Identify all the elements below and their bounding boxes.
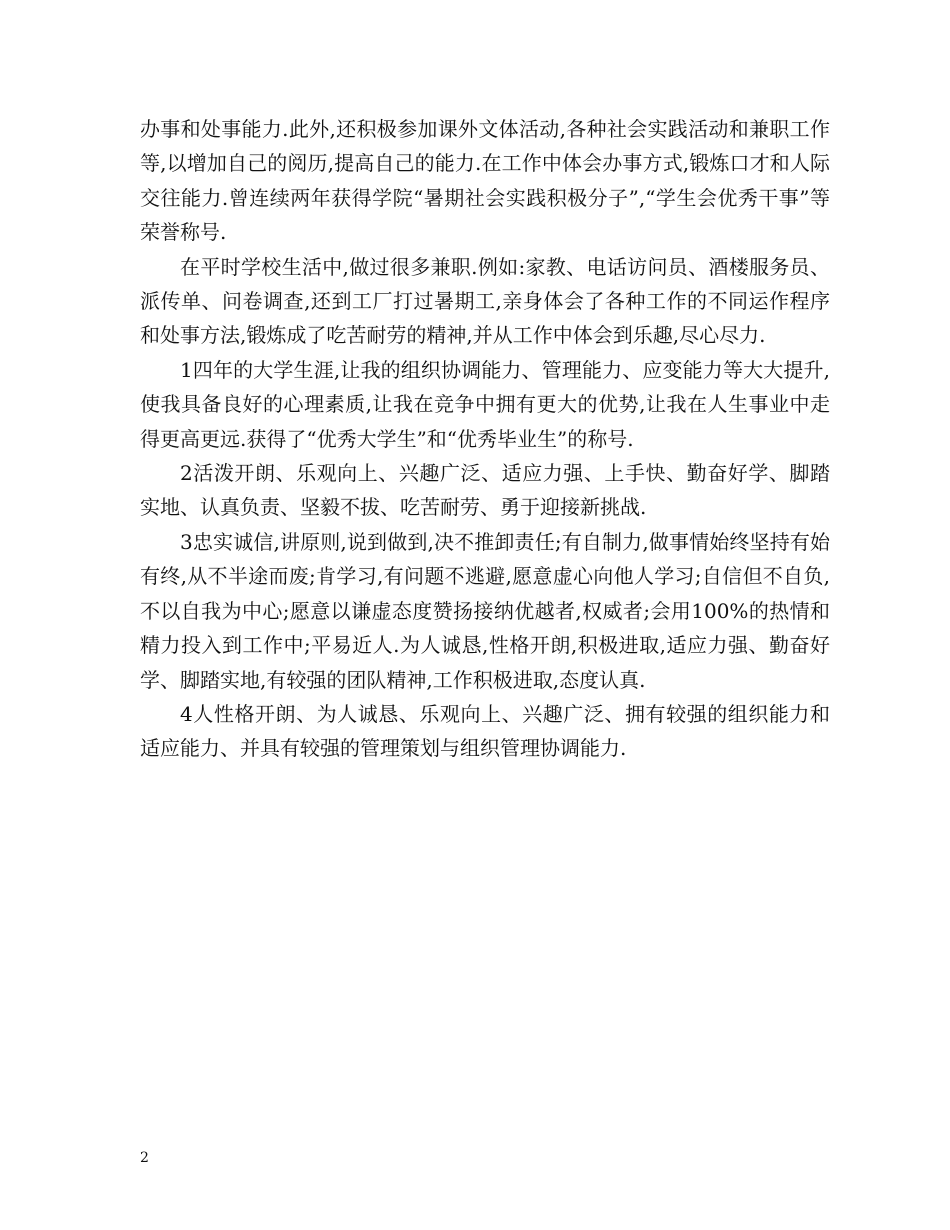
- paragraph-1: 办事和处事能力.此外,还积极参加课外文体活动,各种社会实践活动和兼职工作等,以增加自己的阅历,提高自己的能力.在工作中体会办事方式,锻炼口才和人际交往能力.曾连续两年获得学院“暑期社会实践积极分子”,“学生会优秀干事”等荣誉称号.: [140, 117, 830, 245]
- paragraph-2: 在平时学校生活中,做过很多兼职.例如:家教、电话访问员、酒楼服务员、派传单、问卷调查,还到工厂打过暑期工,亲身体会了各种工作的不同运作程序和处事方法,锻炼成了吃苦耐劳的精神,并从工作中体会到乐趣,尽心尽力.: [140, 254, 830, 348]
- paragraph-6: 4人性格开朗、为人诚恳、乐观向上、兴趣广泛、拥有较强的组织能力和适应能力、并具有较强的管理策划与组织管理协调能力.: [140, 701, 830, 761]
- paragraph-3: 1四年的大学生涯,让我的组织协调能力、管理能力、应变能力等大大提升,使我具备良好的心理素质,让我在竞争中拥有更大的优势,让我在人生事业中走得更高更远.获得了“优秀大学生”和“优秀毕业生”的称号.: [140, 357, 830, 451]
- paragraph-5: 3忠实诚信,讲原则,说到做到,决不推卸责任;有自制力,做事情始终坚持有始有终,从不半途而废;肯学习,有问题不逃避,愿意虚心向他人学习;自信但不自负,不以自我为中心;愿意以谦虚态度赞扬接纳优越者,权威者;会用100%的热情和精力投入到工作中;平易近人.为人诚恳,性格开朗,积极进取,适应力强、勤奋好学、脚踏实地,有较强的团队精神,工作积极进取,态度认真.: [140, 529, 830, 692]
- document-body: [140, 112, 830, 766]
- paragraph-4: 2活泼开朗、乐观向上、兴趣广泛、适应力强、上手快、勤奋好学、脚踏实地、认真负责、坚毅不拔、吃苦耐劳、勇于迎接新挑战.: [140, 461, 830, 520]
- page-number: 2: [140, 1150, 149, 1166]
